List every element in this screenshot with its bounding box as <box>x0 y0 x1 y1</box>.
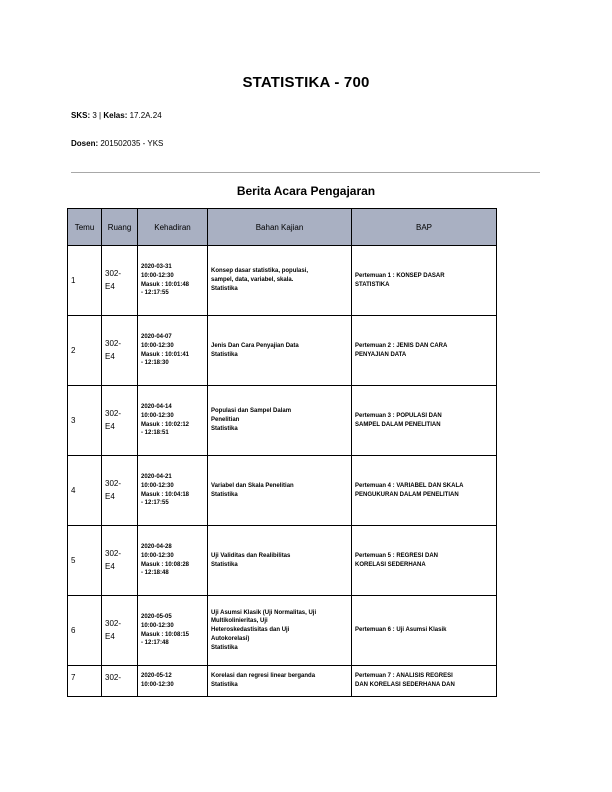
cell-kehadiran: 2020-04-28 10:00-12:30 Masuk : 10:08:28 - 12:18:48 <box>138 526 208 596</box>
course-meta-line <box>71 111 162 120</box>
cell-bahan-kajian: Populasi dan Sampel Dalam Penelitian Statistika <box>208 386 352 456</box>
cell-bahan-kajian: Uji Asumsi Klasik (Uji Normalitas, Uji Multikolinieritas, Uji Heteroskedastisitas dan Uji Autokorelasi) Statistika <box>208 596 352 666</box>
bap-table <box>67 208 497 697</box>
cell-ruang: 302- E4 <box>102 316 138 386</box>
col-header-bahan-kajian: Bahan Kajian <box>208 209 352 246</box>
cell-bahan-kajian: Konsep dasar statistika, populasi, sampel, data, variabel, skala. Statistika <box>208 246 352 316</box>
cell-temu: 3 <box>68 386 102 456</box>
cell-ruang: 302- E4 <box>102 246 138 316</box>
cell-bap: Pertemuan 1 : KONSEP DASAR STATISTIKA <box>352 246 497 316</box>
sks-value: 3 <box>92 111 97 120</box>
cell-bap: Pertemuan 3 : POPULASI DAN SAMPEL DALAM PENELITIAN <box>352 386 497 456</box>
cell-bap: Pertemuan 7 : ANALISIS REGRESI DAN KORELASI SEDERHANA DAN <box>352 666 497 697</box>
page-title: STATISTIKA - 700 <box>242 74 370 91</box>
cell-bahan-kajian: Korelasi dan regresi linear berganda Statistika <box>208 666 352 697</box>
table-row <box>68 386 497 456</box>
cell-bap: Pertemuan 6 : Uji Asumsi Klasik <box>352 596 497 666</box>
cell-temu: 5 <box>68 526 102 596</box>
table-row <box>68 456 497 526</box>
divider <box>71 172 540 173</box>
cell-kehadiran: 2020-05-12 10:00-12:30 <box>138 666 208 697</box>
cell-ruang: 302- E4 <box>102 456 138 526</box>
cell-ruang: 302- E4 <box>102 526 138 596</box>
cell-temu: 2 <box>68 316 102 386</box>
col-header-kehadiran: Kehadiran <box>138 209 208 246</box>
dosen-value: 201502035 - YKS <box>100 139 164 148</box>
cell-bahan-kajian: Variabel dan Skala Penelitian Statistika <box>208 456 352 526</box>
cell-temu: 4 <box>68 456 102 526</box>
lecturer-line <box>71 139 163 148</box>
cell-bahan-kajian: Jenis Dan Cara Penyajian Data Statistika <box>208 316 352 386</box>
sks-label: SKS: <box>71 111 91 120</box>
section-title: Berita Acara Pengajaran <box>236 184 376 198</box>
table-row <box>68 666 497 697</box>
table-row <box>68 596 497 666</box>
meta-separator: | <box>99 111 102 120</box>
cell-bap: Pertemuan 4 : VARIABEL DAN SKALA PENGUKURAN DALAM PENELITIAN <box>352 456 497 526</box>
cell-ruang: 302- <box>102 666 138 697</box>
cell-ruang: 302- E4 <box>102 596 138 666</box>
cell-kehadiran: 2020-04-07 10:00-12:30 Masuk : 10:01:41 - 12:18:30 <box>138 316 208 386</box>
col-header-bap: BAP <box>352 209 497 246</box>
cell-bap: Pertemuan 5 : REGRESI DAN KORELASI SEDERHANA <box>352 526 497 596</box>
cell-kehadiran: 2020-04-14 10:00-12:30 Masuk : 10:02:12 - 12:18:51 <box>138 386 208 456</box>
cell-bahan-kajian: Uji Validitas dan Realibilitas Statistika <box>208 526 352 596</box>
cell-temu: 6 <box>68 596 102 666</box>
col-header-temu: Temu <box>68 209 102 246</box>
kelas-value: 17.2A.24 <box>129 111 162 120</box>
cell-ruang: 302- E4 <box>102 386 138 456</box>
dosen-label: Dosen: <box>71 139 99 148</box>
cell-kehadiran: 2020-03-31 10:00-12:30 Masuk : 10:01:48 - 12:17:55 <box>138 246 208 316</box>
kelas-label: Kelas: <box>103 111 128 120</box>
table-header-row <box>68 209 497 246</box>
col-header-ruang: Ruang <box>102 209 138 246</box>
cell-kehadiran: 2020-04-21 10:00-12:30 Masuk : 10:04:18 - 12:17:55 <box>138 456 208 526</box>
cell-temu: 7 <box>68 666 102 697</box>
table-row <box>68 316 497 386</box>
table-row <box>68 246 497 316</box>
table-row <box>68 526 497 596</box>
cell-temu: 1 <box>68 246 102 316</box>
cell-kehadiran: 2020-05-05 10:00-12:30 Masuk : 10:08:15 - 12:17:48 <box>138 596 208 666</box>
cell-bap: Pertemuan 2 : JENIS DAN CARA PENYAJIAN DATA <box>352 316 497 386</box>
